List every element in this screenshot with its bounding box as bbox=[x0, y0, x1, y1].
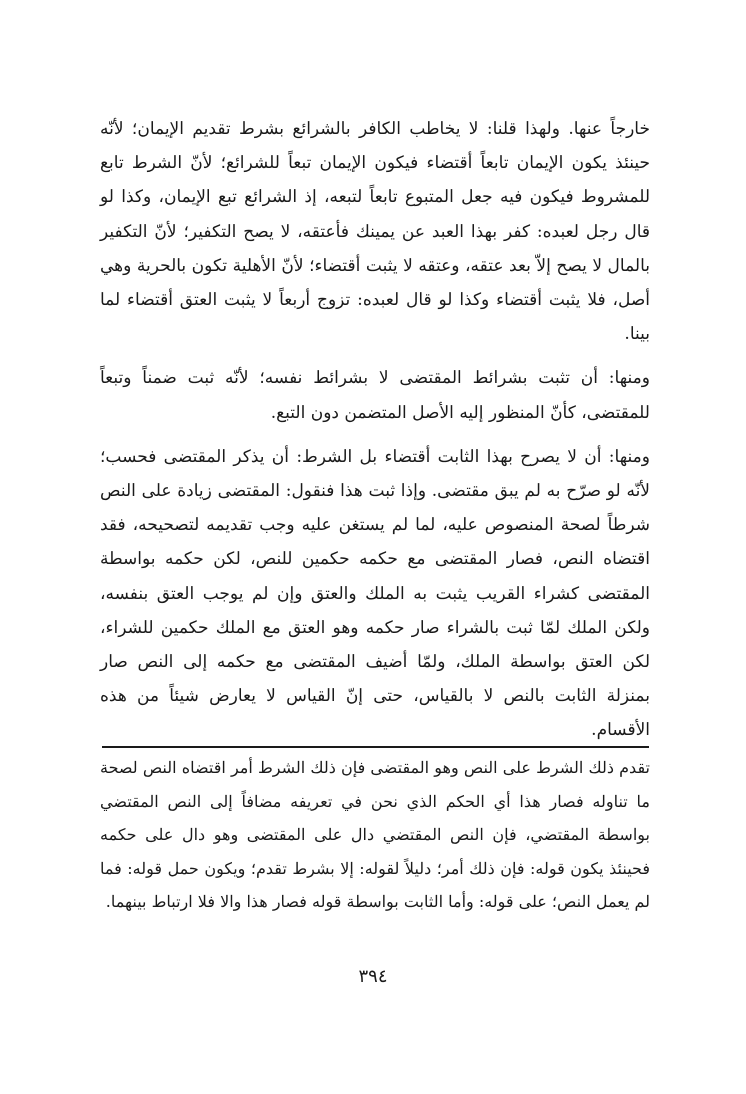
body-paragraph-1: خارجاً عنها. ولهذا قلنا: لا يخاطب الكافر بالشرائع بشرط تقديم الإيمان؛ لأنّه حينئذ يكون الإيمان تابعاً أقتضاء فيكون الإيمان تبعاً للشرائع؛ لأنّ الشرط تابع للمشروط فيكون فيه جعل المتبوع تابعاً لتبعه، إذ الشرائع تبع الإيمان، وكذا لو قال رجل لعبده: كفر بهذا العبد عن يمينك فأعتقه، لا يصح التكفير؛ لأنّ التكفير بالمال لا يصح إلاّ بعد عتقه، وعتقه لا يثبت أقتضاء؛ لأنّ الأهلية تكون بالحرية وهي أصل، فلا يثبت أقتضاء وكذا لو قال لعبده: تزوج أربعاً لا يثبت العتق أقتضاء لما بينا. bbox=[100, 119, 650, 345]
main-text-block bbox=[100, 112, 650, 748]
footnote-block bbox=[100, 751, 650, 919]
body-paragraph-3: ومنها: أن لا يصرح بهذا الثابت أقتضاء بل الشرط: أن يذكر المقتضى فحسب؛ لأنّه لو صرّح به لم يبق مقتضى. وإذا ثبت هذا فنقول: المقتضى زيادة على النص شرطاً لصحة المنصوص عليه، لما لم يستغن عليه وجب تقديمه لتصحيحه، فقد اقتضاه النص، فصار المقتضى مع حكمه حكمين للنص، لكن حكمه بواسطة المقتضى كشراء القريب يثبت به الملك والعتق وإن لم يوجب العتق بنفسه، ولكن الملك لمّا ثبت بالشراء صار حكمه وهو العتق مع الملك حكمين للشراء، لكن العتق بواسطة الملك، ولمّا أضيف المقتضى مع حكمه إلى النص صار بمنزلة الثابت بالنص لا بالقياس، حتى إنّ القياس لا يعارض شيئاً من هذه الأقسام. bbox=[100, 446, 651, 741]
footnote-divider bbox=[102, 746, 649, 748]
body-paragraph-2: ومنها: أن تثبت بشرائط المقتضى لا بشرائط نفسه؛ لأنّه ثبت ضمناً وتبعاً للمقتضى، كأنّ المنظور إليه الأصل المتضمن دون التبع. bbox=[100, 368, 650, 423]
page-number: ٣٩٤ bbox=[358, 966, 388, 987]
footnote-text: تقدم ذلك الشرط على النص وهو المقتضى فإن ذلك الشرط أمر اقتضاه النص لصحة ما تناوله فصار هذا أي الحكم الذي نحن في تعريفه مضافاً إلى النص المقتضي بواسطة المقتضي، فإن النص المقتضي دال على المقتضى وهو دال على حكمه فحينئذ يكون قوله: فإن ذلك أمر؛ دليلاً لقوله: إلا بشرط تقدم؛ ويكون حمل قوله: فما لم يعمل النص؛ على قوله: وأما الثابت بواسطة قوله فصار هذا والا فلا ارتباط بينهما. bbox=[100, 758, 650, 911]
